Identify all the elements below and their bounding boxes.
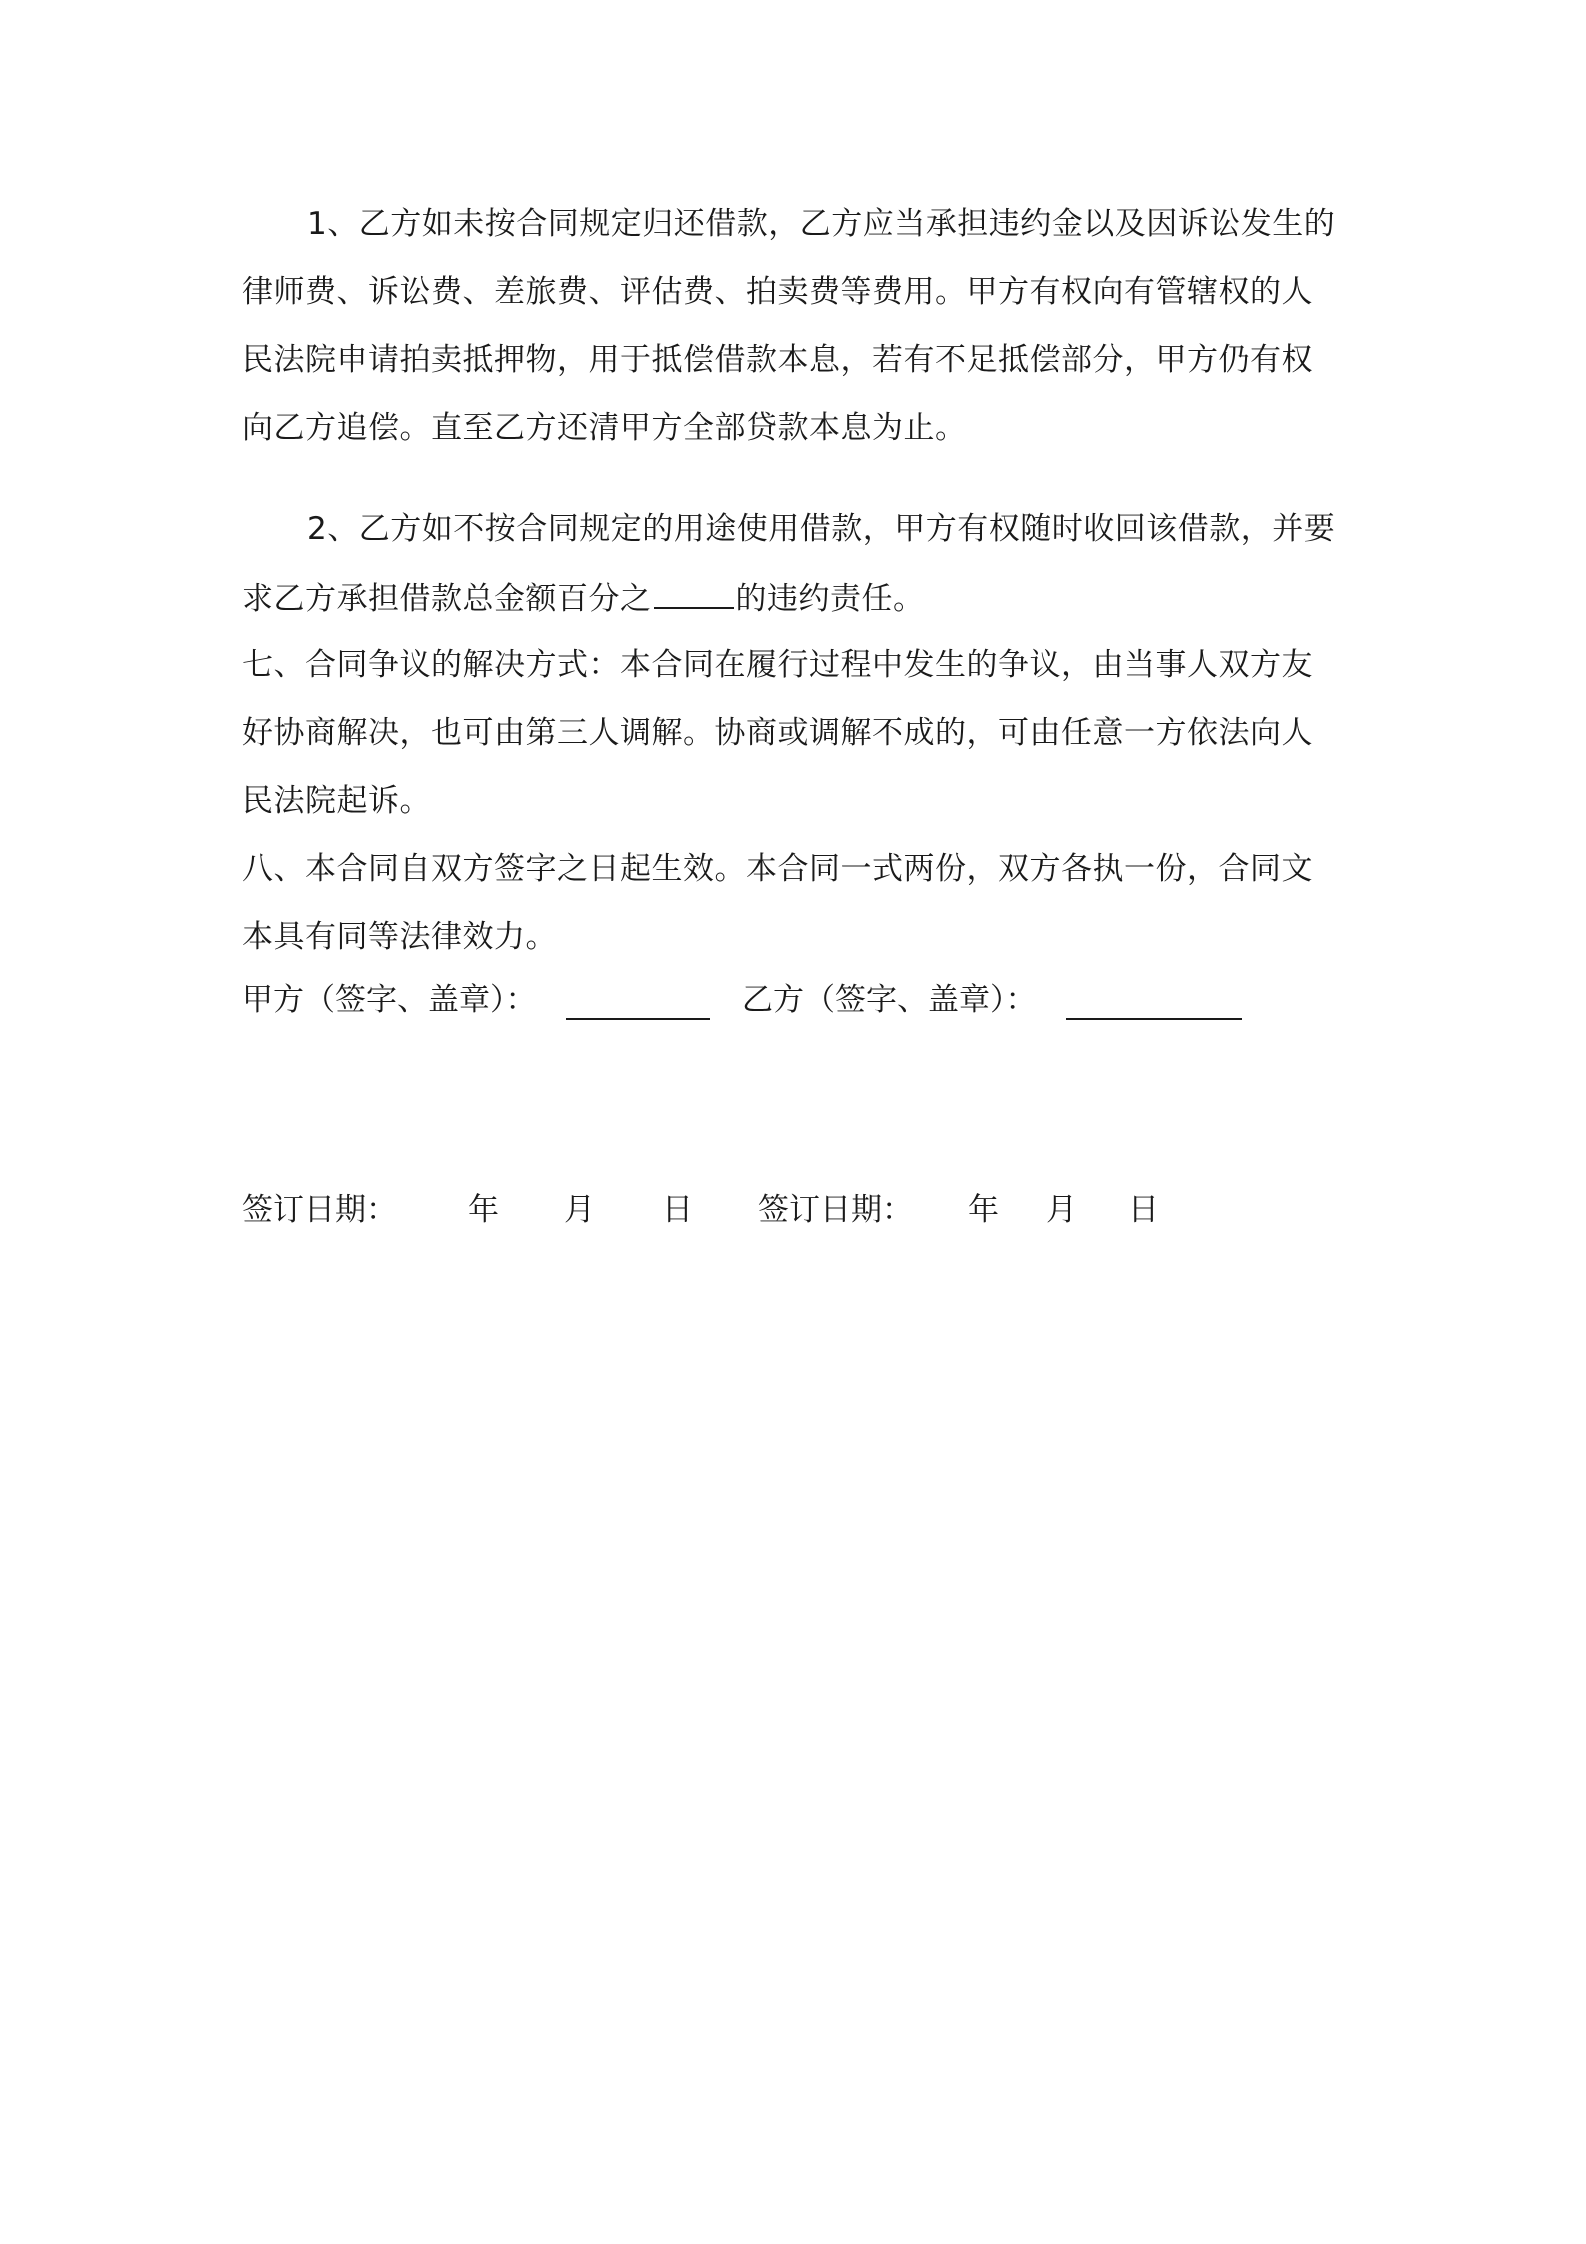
clause-2-line-1: 2、乙方如不按合同规定的用途使用借款，甲方有权随时收回该借款，并要 [307,511,1336,547]
party-a-signature-label: 甲方（签字、盖章）： [242,982,537,1018]
clause-1-line-1: 1、乙方如未按合同规定归还借款，乙方应当承担违约金以及因诉讼发生的 [307,206,1336,242]
party-b-signature-line[interactable] [1066,1018,1242,1020]
clause-2-line-2-after: 的违约责任。 [735,581,925,617]
section-7-line-2: 好协商解决，也可由第三人调解。协商或调解不成的，可由任意一方依法向人 [242,715,1313,751]
party-b-month-label: 月 [1046,1192,1077,1228]
party-b-signature-label: 乙方（签字、盖章）： [742,982,1037,1018]
section-7-line-1: 七、合同争议的解决方式：本合同在履行过程中发生的争议，由当事人双方友 [242,647,1313,683]
party-a-month-label: 月 [564,1192,595,1228]
party-a-day-label: 日 [662,1192,693,1228]
clause-2-line-2-before: 求乙方承担借款总金额百分之 [242,581,652,617]
party-a-signature-line[interactable] [566,1018,710,1020]
section-7-line-3: 民法院起诉。 [242,783,431,819]
party-b-day-label: 日 [1128,1192,1159,1228]
clause-1-line-4: 向乙方追偿。直至乙方还清甲方全部贷款本息为止。 [242,410,967,446]
clause-2-line-2 [242,577,925,619]
signature-row [0,980,1586,1020]
party-b-date-label: 签订日期： [758,1192,913,1228]
percentage-blank[interactable] [654,577,734,609]
party-a-date-label: 签订日期： [242,1192,397,1228]
section-8-line-1: 八、本合同自双方签字之日起生效。本合同一式两份，双方各执一份，合同文 [242,851,1313,887]
clause-1-line-2: 律师费、诉讼费、差旅费、评估费、拍卖费等费用。甲方有权向有管辖权的人 [242,274,1313,310]
signing-date-row [0,1190,1586,1230]
party-a-year-label: 年 [468,1192,499,1228]
section-8-line-2: 本具有同等法律效力。 [242,919,557,955]
clause-1-line-3: 民法院申请拍卖抵押物，用于抵偿借款本息，若有不足抵偿部分，甲方仍有权 [242,342,1313,378]
party-b-year-label: 年 [968,1192,999,1228]
